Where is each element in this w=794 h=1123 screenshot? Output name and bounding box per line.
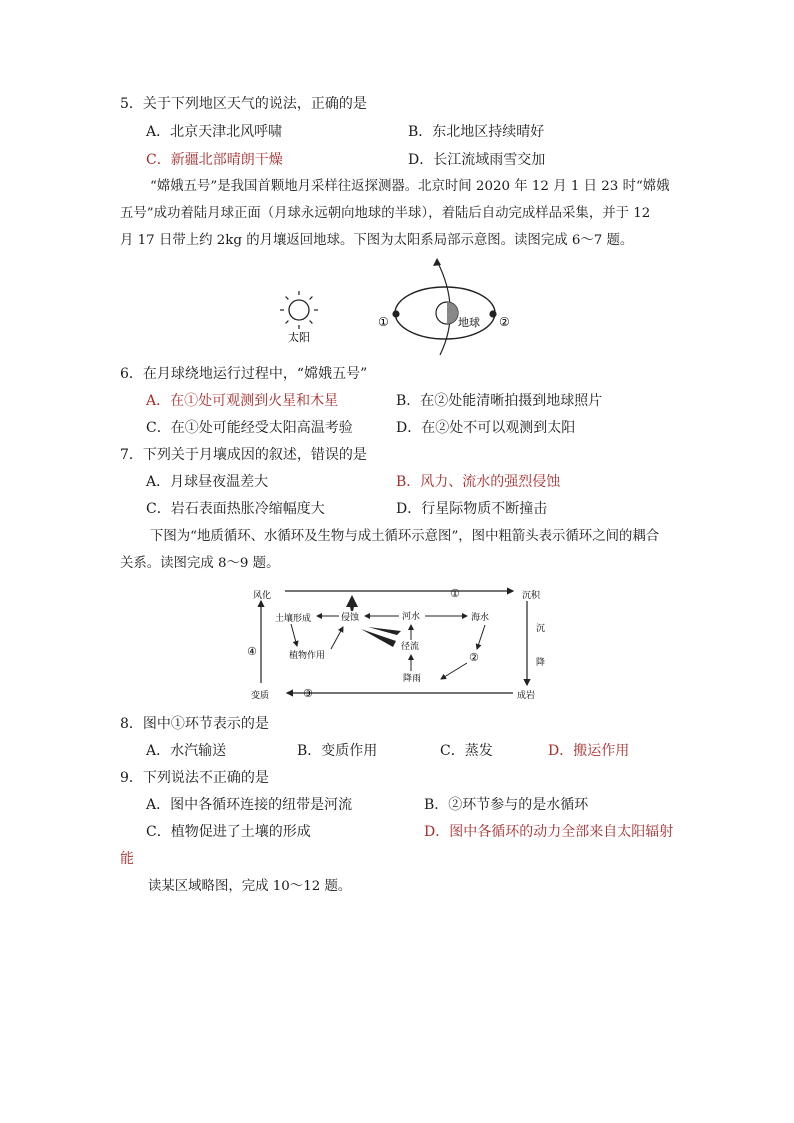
coupling-arrow-up xyxy=(346,595,358,611)
q5-option-b: B．东北地区持续晴好 xyxy=(408,124,545,140)
q5-option-a: A．北京天津北风呼啸 xyxy=(146,124,283,140)
solar-system-figure xyxy=(270,255,530,360)
q5-stem: 5．关于下列地区天气的说法，正确的是 xyxy=(120,96,367,112)
node-turang: 土壤形成 xyxy=(275,614,312,624)
q5-option-c: C．新疆北部晴朗干燥 xyxy=(146,152,283,168)
cycle-diagram xyxy=(245,583,555,705)
earth-icon xyxy=(436,302,458,324)
step-4-label: ④ xyxy=(247,645,257,658)
q5-option-d: D．长江流域雨雪交加 xyxy=(408,152,546,168)
q8-option-d: D．搬运作用 xyxy=(548,743,630,759)
position-1-label: ① xyxy=(378,315,389,329)
node-jingliu: 径流 xyxy=(401,642,420,652)
step-3-label: ③ xyxy=(303,687,313,700)
q8-option-a: A．水汽输送 xyxy=(146,743,227,759)
q6-option-d: D．在②处不可以观测到太阳 xyxy=(396,420,576,436)
label-chen: 沉 xyxy=(536,624,546,634)
node-qinshi: 侵蚀 xyxy=(341,613,360,623)
passage1-line1: “嫦娥五号”是我国首颗地月采样往返探测器。北京时间 2020 年 12 月 1 日 23 时“嫦娥 xyxy=(150,179,670,194)
node-fenghua: 风化 xyxy=(253,591,272,601)
q6-option-b: B．在②处能清晰拍摄到地球照片 xyxy=(396,393,603,409)
node-chengyan: 成岩 xyxy=(517,691,536,701)
node-jiangyu: 降雨 xyxy=(403,674,422,684)
q6-option-c: C．在①处可能经受太阳高温考验 xyxy=(146,420,353,436)
node-haishui: 海水 xyxy=(471,613,490,623)
q8-stem: 8．图中①环节表示的是 xyxy=(120,716,269,732)
q9-option-d: D．图中各循环的动力全部来自太阳辐射 xyxy=(424,824,674,840)
position-2-label: ② xyxy=(499,315,510,329)
q9-option-b: B．②环节参与的是水循环 xyxy=(424,797,589,813)
earth-label: 地球 xyxy=(458,316,480,329)
q7-option-c: C．岩石表面热胀冷缩幅度大 xyxy=(146,501,325,517)
q8-option-b: B．变质作用 xyxy=(297,743,378,759)
q7-option-d: D．行星际物质不断撞击 xyxy=(396,501,548,517)
q9-option-c: C．植物促进了土壤的形成 xyxy=(146,824,311,840)
node-zhiwu: 植物作用 xyxy=(289,651,326,661)
node-bianzhi: 变质 xyxy=(251,691,270,701)
step-1-label: ① xyxy=(450,587,460,600)
passage3-line1: 读某区域略图，完成 10～12 题。 xyxy=(148,879,352,894)
sun-icon xyxy=(280,291,318,329)
sun-label: 太阳 xyxy=(288,331,310,344)
q7-stem: 7．下列关于月壤成因的叙述，错误的是 xyxy=(120,447,367,463)
q6-option-a: A．在①处可观测到火星和木星 xyxy=(146,393,339,409)
passage2-line1: 下图为“地质循环、水循环及生物与成土循环示意图”，图中粗箭头表示循环之间的耦合 xyxy=(150,529,660,544)
q9-option-d-continued: 能 xyxy=(120,851,134,867)
q6-stem: 6．在月球绕地运行过程中，“嫦娥五号” xyxy=(120,366,368,382)
passage2-line2: 关系。读图完成 8～9 题。 xyxy=(120,556,280,571)
orbit-arrow-icon xyxy=(433,258,441,266)
q7-option-b: B．风力、流水的强烈侵蚀 xyxy=(396,474,561,490)
q7-option-a: A．月球昼夜温差大 xyxy=(146,474,269,490)
q8-option-c: C．蒸发 xyxy=(440,743,493,759)
node-heshui: 河水 xyxy=(402,612,421,622)
passage1-line2: 五号”成功着陆月球正面（月球永远朝向地球的半球），着陆后自动完成样品采集，并于 12 xyxy=(120,206,651,221)
passage1-line3: 月 17 日带上约 2kg 的月壤返回地球。下图为太阳系局部示意图。读图完成 6～7 题。 xyxy=(120,233,634,248)
label-jiang: 降 xyxy=(536,658,546,668)
q9-stem: 9．下列说法不正确的是 xyxy=(120,770,269,786)
moon-position-1 xyxy=(392,310,399,317)
node-chenji: 沉积 xyxy=(522,591,541,601)
q9-option-a: A．图中各循环连接的纽带是河流 xyxy=(146,797,353,813)
moon-position-2 xyxy=(489,310,496,317)
step-2-label: ② xyxy=(469,651,479,664)
